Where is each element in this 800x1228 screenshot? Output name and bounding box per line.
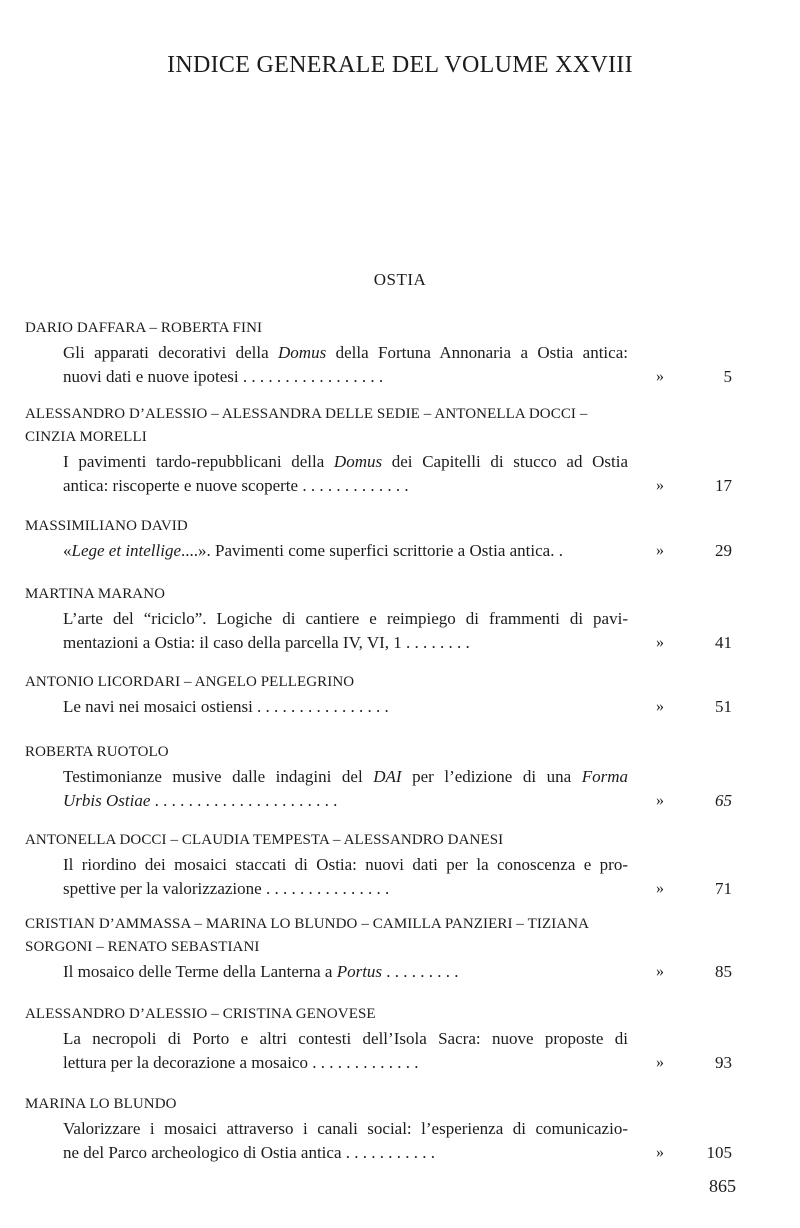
entry-page-number: 51 [715,697,732,716]
entry-authors: ALESSANDRO D’ALESSIO – CRISTINA GENOVESE [25,1006,376,1022]
entry-page-number: 5 [723,367,732,386]
entry-title-line [63,877,389,901]
entry-page-number: 65 [715,791,732,810]
title-text: nuovi dati e nuove ipotesi [63,367,239,386]
title-italic-text: Lege et intellige [71,541,182,560]
entry-authors: CINZIA MORELLI [25,429,147,445]
entry-title-line [63,474,409,498]
ditto-mark: » [656,634,664,651]
ditto-mark: » [656,1054,664,1071]
title-italic-text: Forma [581,767,628,786]
entry-title-line [63,539,563,563]
entry-title-line [63,765,628,789]
title-italic-text: Domus [278,343,327,362]
entry-authors: CRISTIAN D’AMMASSA – MARINA LO BLUNDO – CAMILLA PANZIERI – TIZIANA [25,916,590,932]
leader-dots: . . . . . . . . . . . . . [298,476,409,495]
title-text: I pavimenti tardo-repubblicani della [63,452,334,471]
leader-dots: . . . . . . . . . . . . . . . . . . . . . . [150,791,338,810]
ditto-mark: » [656,698,664,715]
page-title: INDICE GENERALE DEL VOLUME XXVIII [167,52,633,78]
entry-authors: ANTONELLA DOCCI – CLAUDIA TEMPESTA – ALESSANDRO DANESI [25,832,504,848]
entry-page-number: 71 [715,879,732,898]
title-text: lettura per la decorazione a mosaico [63,1053,308,1072]
entry-title-line [63,1027,628,1051]
leader-dots: . . . . . . . . [401,633,470,652]
ditto-mark: » [656,368,664,385]
entry-page-number: 29 [715,541,732,560]
title-text: mentazioni a Ostia: il caso della parcella IV, VI, 1 [63,633,402,652]
section-heading: OSTIA [373,270,427,289]
ditto-mark: » [656,880,664,897]
entry-title-line [63,607,628,631]
ditto-mark: » [656,792,664,809]
ditto-mark: » [656,477,664,494]
title-italic-text: Urbis Ostiae [63,791,151,810]
title-italic-text: Portus [336,962,383,981]
entry-authors: ALESSANDRO D’ALESSIO – ALESSANDRA DELLE SEDIE – ANTONELLA DOCCI – [25,406,588,422]
entry-title-line [63,695,389,719]
page-number: 865 [709,1176,736,1196]
entry-page-number: 17 [715,476,732,495]
title-text: dei Capitelli di stucco ad Ostia [382,452,628,471]
entry-authors: MASSIMILIANO DAVID [25,518,188,534]
entry-title-line [63,789,337,813]
entry-page-number: 105 [706,1143,732,1162]
title-text: Le navi nei mosaici ostiensi [63,697,253,716]
entry-authors: ROBERTA RUOTOLO [25,744,169,760]
title-text: spettive per la valorizzazione [63,879,262,898]
entry-authors: MARINA LO BLUNDO [25,1096,177,1112]
entry-title-line [63,853,628,877]
entry-title-line [63,960,459,984]
ditto-mark: » [656,963,664,980]
title-text: Gli apparati decorativi della [63,343,279,362]
title-text: della Fortuna Annonaria a Ostia antica: [326,343,628,362]
title-italic-text: Domus [333,452,383,471]
title-text: ne del Parco archeologico di Ostia antica [63,1143,342,1162]
entry-title-line [63,365,383,389]
entry-page-number: 93 [715,1053,732,1072]
entry-title-line [63,1117,628,1141]
entry-page-number: 41 [715,633,732,652]
title-text: L’arte del “riciclo”. Logiche di cantiere e reimpiego di frammenti di pavi- [63,609,628,628]
entry-title-line [63,1141,435,1165]
entry-authors: SORGONI – RENATO SEBASTIANI [25,939,260,955]
title-italic-text: DAI [373,767,402,786]
leader-dots: . . [550,541,563,560]
title-text: La necropoli di Porto e altri contesti dell’Isola Sacra: nuove proposte di [63,1029,628,1048]
title-text: Il mosaico delle Terme della Lanterna a [63,962,337,981]
entry-authors: DARIO DAFFARA – ROBERTA FINI [25,320,263,336]
title-text: per l’edizione di una [401,767,582,786]
leader-dots: . . . . . . . . . . . . . [307,1053,419,1072]
entry-title-line [63,341,628,365]
entry-authors: MARTINA MARANO [25,586,166,602]
title-text: Il riordino dei mosaici staccati di Ostia: nuovi dati per la conoscenza e pro- [63,855,628,874]
leader-dots: . . . . . . . . . [382,962,459,981]
entry-title-line [63,450,628,474]
entry-authors: ANTONIO LICORDARI – ANGELO PELLEGRINO [25,674,355,690]
title-text: ....». Pavimenti come superfici scrittorie a Ostia antica [181,541,551,560]
title-text: Valorizzare i mosaici attraverso i canali social: l’esperienza di comunicazio- [63,1119,628,1138]
entry-title-line [63,631,470,655]
leader-dots: . . . . . . . . . . . . . . . [261,879,390,898]
entry-page-number: 85 [715,962,732,981]
title-text: antica: riscoperte e nuove scoperte [63,476,299,495]
leader-dots: . . . . . . . . . . . . . . . . [252,697,389,716]
ditto-mark: » [656,1144,664,1161]
title-text: Testimonianze musive dalle indagini del [63,767,374,786]
entry-title-line [63,1051,418,1075]
title-text: « [63,541,72,560]
leader-dots: . . . . . . . . . . . . . . . . . [238,367,384,386]
leader-dots: . . . . . . . . . . . [341,1143,435,1162]
ditto-mark: » [656,542,664,559]
